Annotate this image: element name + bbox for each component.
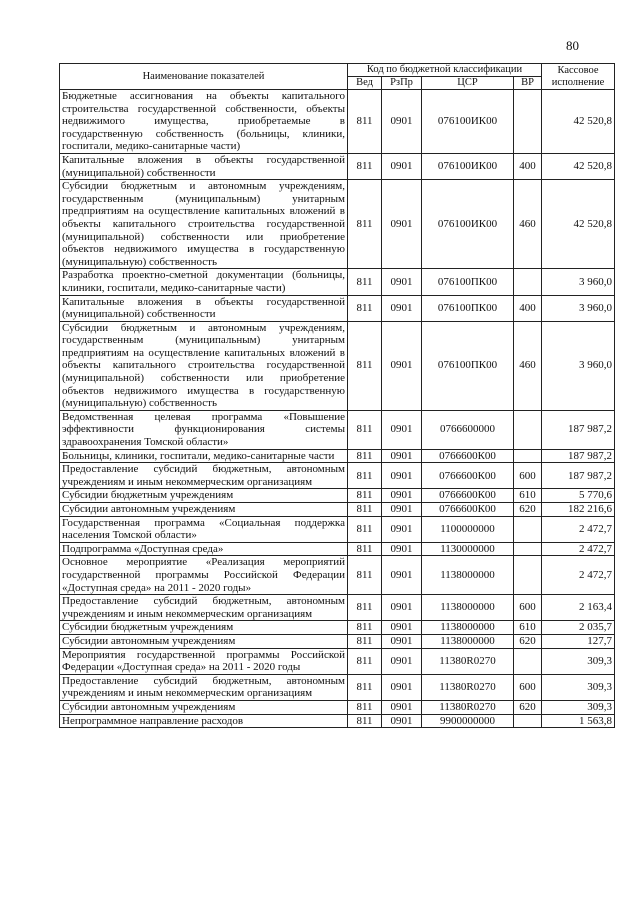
cell-ved: 811 [348,90,382,154]
cell-vr [514,542,542,556]
cell-rzpr: 0901 [382,153,422,179]
cell-ved: 811 [348,634,382,648]
cell-rzpr: 0901 [382,714,422,728]
cell-ved: 811 [348,410,382,449]
cell-csr: 1138000000 [422,556,514,595]
cell-rzpr: 0901 [382,503,422,517]
cell-rzpr: 0901 [382,90,422,154]
cell-name: Субсидии автономным учреждениям [60,634,348,648]
cell-rzpr: 0901 [382,463,422,489]
cell-amount: 187 987,2 [542,410,615,449]
cell-ved: 811 [348,542,382,556]
cell-vr [514,410,542,449]
cell-csr: 076100ПК00 [422,295,514,321]
cell-amount: 1 563,8 [542,714,615,728]
cell-rzpr: 0901 [382,595,422,621]
cell-amount: 3 960,0 [542,295,615,321]
cell-amount: 3 960,0 [542,269,615,295]
cell-vr: 600 [514,463,542,489]
table-row [60,410,615,449]
cell-vr: 400 [514,295,542,321]
cell-vr [514,269,542,295]
table-row [60,449,615,463]
cell-rzpr: 0901 [382,542,422,556]
cell-rzpr: 0901 [382,321,422,410]
cell-csr: 1138000000 [422,634,514,648]
table-row [60,516,615,542]
cell-csr: 076100ИК00 [422,153,514,179]
cell-ved: 811 [348,595,382,621]
cell-csr: 11380R0270 [422,648,514,674]
table-row [60,648,615,674]
cell-amount: 2 163,4 [542,595,615,621]
table-row [60,634,615,648]
budget-table [59,63,615,728]
cell-rzpr: 0901 [382,410,422,449]
cell-csr: 1138000000 [422,595,514,621]
cell-rzpr: 0901 [382,489,422,503]
cell-vr: 610 [514,489,542,503]
cell-ved: 811 [348,269,382,295]
cell-amount: 182 216,6 [542,503,615,517]
cell-csr: 1100000000 [422,516,514,542]
table-row [60,295,615,321]
cell-csr: 11380R0270 [422,674,514,700]
cell-csr: 9900000000 [422,714,514,728]
cell-ved: 811 [348,295,382,321]
cell-amount: 2 472,7 [542,556,615,595]
cell-vr: 610 [514,621,542,635]
cell-vr: 620 [514,503,542,517]
table-row [60,503,615,517]
cell-amount: 2 472,7 [542,516,615,542]
cell-amount: 187 987,2 [542,463,615,489]
cell-amount: 42 520,8 [542,90,615,154]
header-vr: ВР [514,77,542,90]
cell-name: Подпрограмма «Доступная среда» [60,542,348,556]
table-row [60,321,615,410]
cell-ved: 811 [348,700,382,714]
cell-rzpr: 0901 [382,556,422,595]
cell-csr: 0766600000 [422,410,514,449]
cell-name: Предоставление субсидий бюджетным, автономным учреждениям и иным некоммерческим организациям [60,674,348,700]
cell-csr: 1138000000 [422,621,514,635]
cell-rzpr: 0901 [382,674,422,700]
table-row [60,463,615,489]
cell-name: Разработка проектно-сметной документации (больницы, клиники, госпитали, медико-санитарные части) [60,269,348,295]
table-row [60,621,615,635]
cell-ved: 811 [348,714,382,728]
cell-rzpr: 0901 [382,180,422,269]
cell-vr: 460 [514,321,542,410]
cell-csr: 076100ПК00 [422,321,514,410]
cell-name: Субсидии бюджетным и автономным учреждениям, государственным (муниципальным) унитарным предприятиям на осуществление капитальных вложений в объекты капитального строительства государственной (муниципальной) собственности или приобретение объектов недвижимого имущества в государственную (муниципальную) собственность [60,180,348,269]
cell-amount: 187 987,2 [542,449,615,463]
cell-name: Мероприятия государственной программы Российской Федерации «Доступная среда» на 2011 - 2020 годы [60,648,348,674]
header-code-group: Код по бюджетной классификации [348,64,542,77]
cell-vr: 400 [514,153,542,179]
page-number: 80 [566,38,579,53]
cell-amount: 42 520,8 [542,153,615,179]
cell-csr: 0766600К00 [422,503,514,517]
table-row [60,180,615,269]
cell-vr [514,90,542,154]
cell-name: Предоставление субсидий бюджетным, автономным учреждениям и иным некоммерческим организациям [60,595,348,621]
cell-rzpr: 0901 [382,700,422,714]
cell-vr: 600 [514,595,542,621]
table-row [60,556,615,595]
cell-rzpr: 0901 [382,516,422,542]
cell-name: Непрограммное направление расходов [60,714,348,728]
cell-rzpr: 0901 [382,295,422,321]
cell-rzpr: 0901 [382,621,422,635]
cell-vr: 620 [514,634,542,648]
cell-vr: 620 [514,700,542,714]
cell-ved: 811 [348,648,382,674]
cell-name: Ведомственная целевая программа «Повышение эффективности функционирования системы здравоохранения Томской области» [60,410,348,449]
cell-name: Субсидии автономным учреждениям [60,503,348,517]
cell-csr: 076100ПК00 [422,269,514,295]
cell-ved: 811 [348,489,382,503]
cell-csr: 076100ИК00 [422,180,514,269]
cell-ved: 811 [348,180,382,269]
cell-ved: 811 [348,674,382,700]
cell-name: Больницы, клиники, госпитали, медико-санитарные части [60,449,348,463]
cell-rzpr: 0901 [382,634,422,648]
header-rzpr: РзПр [382,77,422,90]
cell-amount: 2 035,7 [542,621,615,635]
cell-ved: 811 [348,503,382,517]
table-row [60,542,615,556]
cell-name: Капитальные вложения в объекты государственной (муниципальной) собственности [60,153,348,179]
cell-ved: 811 [348,516,382,542]
cell-name: Субсидии бюджетным учреждениям [60,489,348,503]
table-row [60,714,615,728]
cell-ved: 811 [348,153,382,179]
cell-ved: 811 [348,321,382,410]
cell-csr: 11380R0270 [422,700,514,714]
cell-name: Бюджетные ассигнования на объекты капитального строительства государственной собственности, объекты недвижимого имущества, приобретаемые в государственную собственность (больницы, клиники, госпитали, медико-санитарные части) [60,90,348,154]
cell-csr: 0766600К00 [422,489,514,503]
header-amount: Кассовое исполнение [542,64,615,90]
cell-name: Субсидии бюджетным учреждениям [60,621,348,635]
table-row [60,153,615,179]
cell-name: Субсидии автономным учреждениям [60,700,348,714]
cell-vr [514,516,542,542]
cell-amount: 3 960,0 [542,321,615,410]
cell-rzpr: 0901 [382,648,422,674]
cell-amount: 127,7 [542,634,615,648]
header-name: Наименование показателей [60,64,348,90]
cell-name: Предоставление субсидий бюджетным, автономным учреждениям и иным некоммерческим организациям [60,463,348,489]
cell-ved: 811 [348,621,382,635]
cell-amount: 2 472,7 [542,542,615,556]
cell-ved: 811 [348,463,382,489]
cell-rzpr: 0901 [382,449,422,463]
header-csr: ЦСР [422,77,514,90]
table-row [60,700,615,714]
cell-vr: 460 [514,180,542,269]
cell-amount: 309,3 [542,648,615,674]
cell-csr: 0766600К00 [422,449,514,463]
cell-csr: 1130000000 [422,542,514,556]
cell-vr [514,714,542,728]
cell-name: Государственная программа «Социальная поддержка населения Томской области» [60,516,348,542]
table-row [60,489,615,503]
cell-csr: 076100ИК00 [422,90,514,154]
cell-name: Субсидии бюджетным и автономным учреждениям, государственным (муниципальным) унитарным предприятиям на осуществление капитальных вложений в объекты капитального строительства государственной (муниципальной) собственности или приобретение объектов недвижимого имущества в государственную (муниципальную) собственность [60,321,348,410]
cell-vr: 600 [514,674,542,700]
table-row [60,269,615,295]
cell-amount: 5 770,6 [542,489,615,503]
header-ved: Вед [348,77,382,90]
cell-rzpr: 0901 [382,269,422,295]
cell-vr [514,556,542,595]
cell-name: Основное мероприятие «Реализация мероприятий государственной программы Российской Федерации «Доступная среда» на 2011 - 2020 годы» [60,556,348,595]
table-row [60,595,615,621]
cell-csr: 0766600К00 [422,463,514,489]
cell-amount: 42 520,8 [542,180,615,269]
cell-ved: 811 [348,449,382,463]
cell-amount: 309,3 [542,674,615,700]
cell-vr [514,648,542,674]
cell-vr [514,449,542,463]
cell-name: Капитальные вложения в объекты государственной (муниципальной) собственности [60,295,348,321]
cell-amount: 309,3 [542,700,615,714]
cell-ved: 811 [348,556,382,595]
table-row [60,674,615,700]
table-body [60,90,615,728]
table-row [60,90,615,154]
